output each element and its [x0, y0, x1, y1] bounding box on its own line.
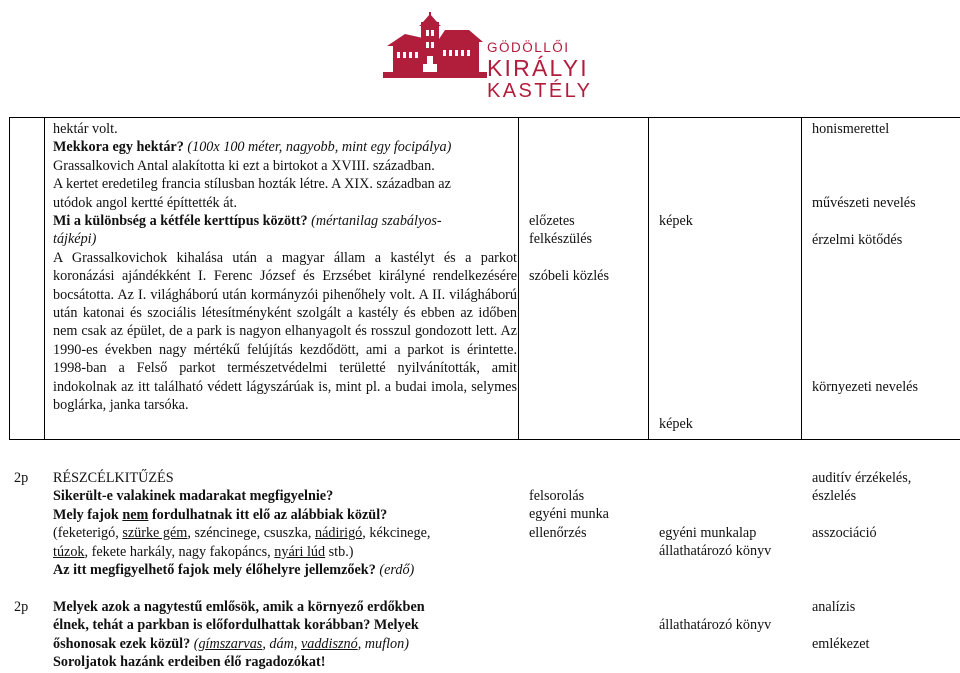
- answer: , muflon): [357, 635, 409, 652]
- method-item: előzetes: [529, 213, 575, 229]
- underlined-text: nádirigó: [314, 525, 363, 542]
- skill-cell-row-2: [812, 469, 958, 543]
- text-line: A kertet eredetileg francia stílusban hozták létre. A XIX. században az: [53, 176, 451, 193]
- skill-item: észlelés: [812, 488, 857, 505]
- answer-line: tájképi): [53, 231, 97, 248]
- underlined-text: szürke gém: [122, 525, 188, 542]
- logo-line-3: KASTÉLY: [487, 80, 593, 102]
- tool-item: képek: [659, 213, 693, 229]
- text-run: , kékcinege,: [362, 525, 431, 542]
- text-line: [53, 138, 517, 156]
- table-border-top: [9, 117, 960, 118]
- question: Mekkora egy hektár?: [53, 139, 184, 156]
- logo-line-1: GÖDÖLLŐI: [487, 40, 570, 55]
- answer: , dám,: [262, 635, 301, 652]
- question: Soroljatok hazánk erdeiben élő ragadozókat!: [53, 654, 326, 671]
- question: Melyek azok a nagytestű emlősök, amik a környező erdőkben: [53, 599, 425, 615]
- text-run: őshonosak ezek közül?: [53, 635, 191, 652]
- text-run: stb.): [325, 543, 354, 560]
- skill-item: analízis: [812, 599, 856, 615]
- text-run: , fekete harkály, nagy fakopáncs,: [84, 543, 275, 560]
- text-run: (feketerigó,: [53, 525, 123, 542]
- text-line: hektár volt.: [53, 121, 118, 137]
- time-value: 2p: [14, 470, 29, 486]
- column-divider: [44, 117, 45, 440]
- answer: (: [190, 635, 199, 652]
- tool-item: képek: [659, 416, 693, 432]
- column-divider: [801, 117, 802, 440]
- method-item: egyéni munka: [529, 506, 609, 523]
- underlined-text: gímszarvas: [198, 635, 263, 652]
- skill-cell-row-3: [812, 598, 958, 653]
- question: [53, 506, 517, 524]
- method-cell-row-1: [529, 212, 647, 286]
- skill-item: asszociáció: [812, 525, 877, 542]
- method-item: felkészülés: [529, 231, 593, 248]
- content-cell-row-2: [53, 469, 517, 579]
- table-border-left: [9, 117, 10, 440]
- tool-item: állathatározó könyv: [659, 543, 772, 560]
- question: élnek, tehát a parkban is előfordulhattak korábban? Melyek: [53, 617, 419, 634]
- underlined-text: nyári lúd: [274, 543, 326, 560]
- logo-line-2: KIRÁLYI: [487, 55, 589, 81]
- skill-item: auditív érzékelés,: [812, 470, 912, 486]
- content-cell-row-3: [53, 598, 517, 672]
- text-run: Mely fajok: [53, 506, 123, 523]
- text-run: fordulhatnak itt elő az alábbiak közül?: [148, 506, 388, 523]
- answer: (mértanilag szabályos-: [307, 213, 442, 230]
- question: Mi a különbség a kétféle kerttípus között?: [53, 213, 308, 230]
- answer: (erdő): [375, 562, 415, 579]
- skill-item: érzelmi kötődés: [812, 232, 903, 248]
- time-value: 2p: [14, 599, 29, 615]
- skill-item: művészeti nevelés: [812, 195, 916, 211]
- row-divider: [9, 439, 960, 440]
- skill-item: emlékezet: [812, 635, 870, 652]
- underlined-text: nem: [122, 506, 149, 523]
- species-list: [53, 524, 517, 542]
- question: Sikerült-e valakinek madarakat megfigyelnie?: [53, 488, 334, 505]
- answer: (100x 100 méter, nagyobb, mint egy focipálya): [183, 139, 452, 156]
- skill-item: honismerettel: [812, 121, 890, 137]
- tool-item: egyéni munkalap: [659, 525, 757, 541]
- text-run: Az itt megfigyelhető fajok mely élőhelyre jellemzőek?: [53, 562, 376, 579]
- underlined-text: túzok: [53, 543, 85, 560]
- method-cell-row-2: [529, 487, 647, 542]
- content-cell-row-1: [53, 120, 517, 415]
- tool-cell-row-2: [659, 524, 799, 561]
- skill-item: környezeti nevelés: [812, 379, 918, 395]
- tool-item: állathatározó könyv: [659, 617, 772, 633]
- section-heading: RÉSZCÉLKITŰZÉS: [53, 470, 174, 486]
- method-item: szóbeli közlés: [529, 268, 609, 285]
- text-line: Grassalkovich Antal alakította ki ezt a birtokot a XVIII. században.: [53, 157, 435, 174]
- question: [53, 561, 517, 579]
- history-paragraph: A Grassalkovichok kihalása után a magyar állam a kastélyt és a parkot koronázási ajándékként I. Ferenc József és Erzsébet királyné rendelkezésére bocsátotta. Az I. világháború után kormányzói pihenőhely volt. A II. világháború után katonai és szociális létesítményként szolgált a kastély és ebben az időben nem csak az épület, de a park is nagyon elhanyagolt és rosszul gondozott lett. Az 1990-es években nagy mértékű felújítás kezdődött, ami a parkot is érintette. 1998-ban a Felső parkot természetvédelmi területté nyilvánították, amit indokolnak az itt található védett lágyszárúak is, mint pl. a budai imola, selymes boglárka, janka tarsóka.: [53, 249, 517, 414]
- column-divider: [518, 117, 519, 440]
- text-line: utódok angol kertté építtették át.: [53, 194, 237, 211]
- column-divider: [648, 117, 649, 440]
- method-item: ellenőrzés: [529, 524, 587, 541]
- method-item: felsorolás: [529, 488, 585, 504]
- species-list: [53, 543, 517, 561]
- text-line: [53, 212, 517, 230]
- underlined-text: vaddisznó: [300, 635, 358, 652]
- text-run: , széncinege, csuszka,: [187, 525, 315, 542]
- question: [53, 635, 517, 653]
